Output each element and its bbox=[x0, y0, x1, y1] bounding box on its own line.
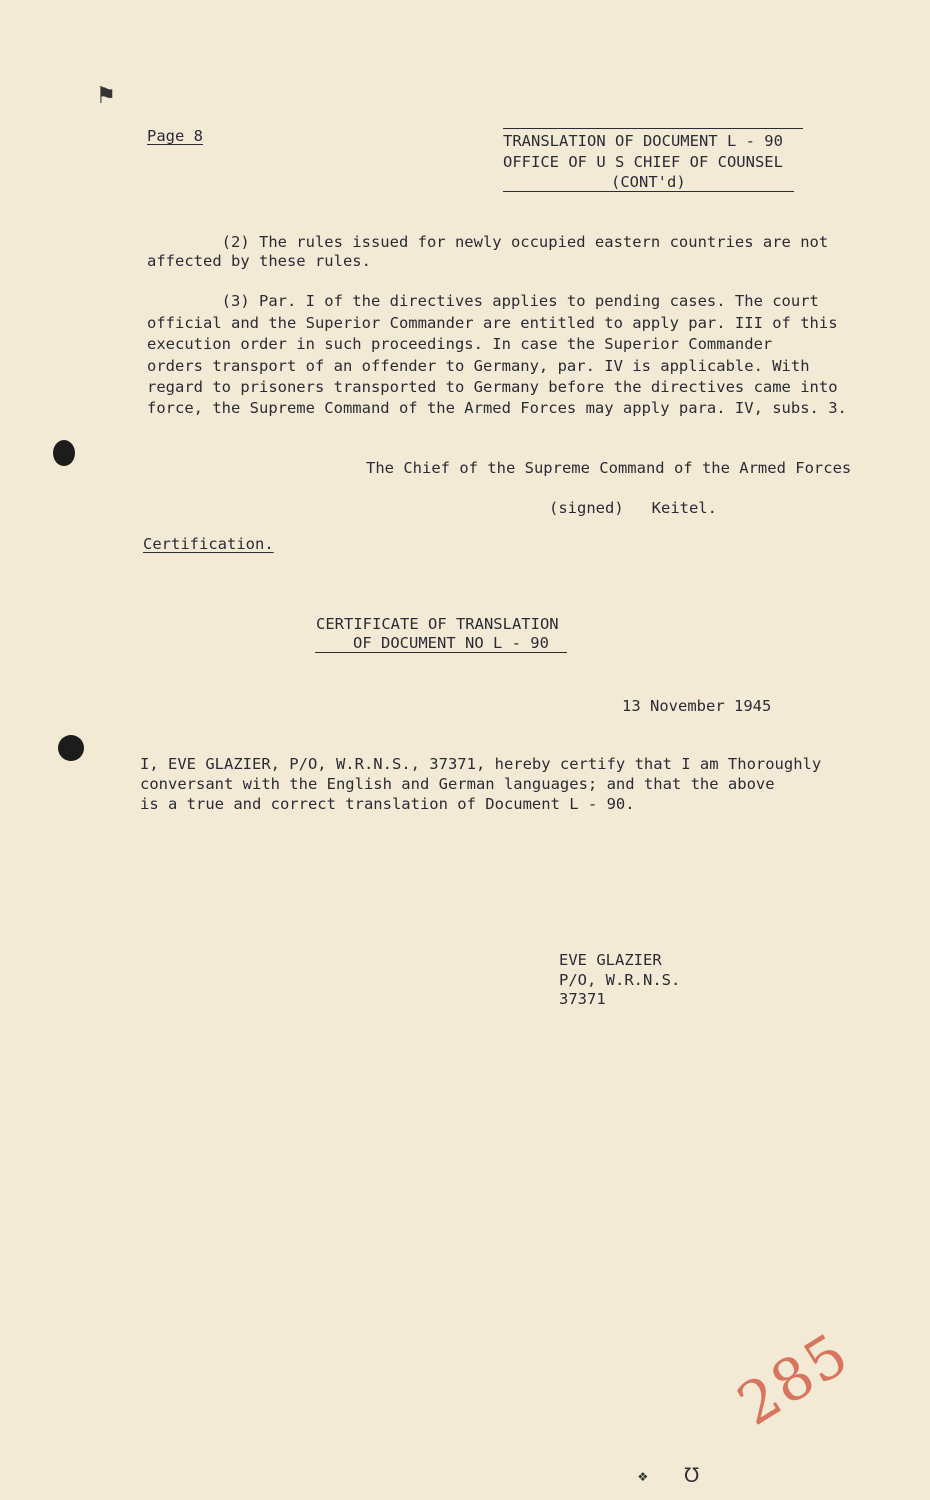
certificate-date: 13 November 1945 bbox=[622, 697, 772, 715]
statement-line3: is a true and correct translation of Document L - 90. bbox=[140, 795, 635, 813]
statement-line2: conversant with the English and German languages; and that the above bbox=[140, 775, 775, 793]
paragraph-3-line2: official and the Superior Commander are entitled to apply par. III of this bbox=[147, 314, 838, 332]
page-label: Page 8 bbox=[147, 127, 203, 145]
signer-rank: P/O, W.R.N.S. bbox=[559, 971, 681, 989]
signer-number: 37371 bbox=[559, 990, 606, 1008]
paragraph-3-line5: regard to prisoners transported to Germany before the directives came into bbox=[147, 378, 838, 396]
paragraph-3-line3: execution order in such proceedings. In case the Superior Commander bbox=[147, 335, 773, 353]
paragraph-2-line2: affected by these rules. bbox=[147, 252, 371, 270]
certificate-title-rule bbox=[315, 652, 567, 653]
paragraph-3-line4: orders transport of an offender to Germany, par. IV is applicable. With bbox=[147, 357, 810, 375]
certificate-title-line2: OF DOCUMENT NO L - 90 bbox=[353, 634, 549, 652]
paragraph-3-line1: (3) Par. I of the directives applies to pending cases. The court bbox=[147, 292, 819, 310]
bottom-glyph-icon: ℧ bbox=[684, 1463, 700, 1487]
header-top-rule bbox=[503, 128, 803, 129]
certification-heading: Certification. bbox=[143, 535, 274, 553]
header-bottom-rule bbox=[503, 191, 794, 192]
bottom-mark-icon: ❖ bbox=[638, 1466, 648, 1485]
handwritten-page-number: 285 bbox=[725, 1319, 861, 1439]
punch-hole-top bbox=[53, 440, 75, 466]
signature: (signed) Keitel. bbox=[549, 499, 717, 517]
header-title-line2: OFFICE OF U S CHIEF OF COUNSEL bbox=[503, 153, 783, 171]
paragraph-2-line1: (2) The rules issued for newly occupied eastern countries are not bbox=[147, 233, 829, 251]
paragraph-3-line6: force, the Supreme Command of the Armed Forces may apply para. IV, subs. 3. bbox=[147, 399, 847, 417]
statement-line1: I, EVE GLAZIER, P/O, W.R.N.S., 37371, hereby certify that I am Thoroughly bbox=[140, 755, 822, 773]
header-title-line1: TRANSLATION OF DOCUMENT L - 90 bbox=[503, 132, 783, 150]
signer-name: EVE GLAZIER bbox=[559, 951, 662, 969]
punch-hole-bottom bbox=[58, 735, 84, 761]
corner-mark-icon: ⚑ bbox=[98, 80, 114, 110]
header-title-line3: (CONT'd) bbox=[611, 173, 686, 191]
certificate-title-line1: CERTIFICATE OF TRANSLATION bbox=[316, 615, 559, 633]
signatory-title: The Chief of the Supreme Command of the Armed Forces bbox=[366, 459, 852, 477]
